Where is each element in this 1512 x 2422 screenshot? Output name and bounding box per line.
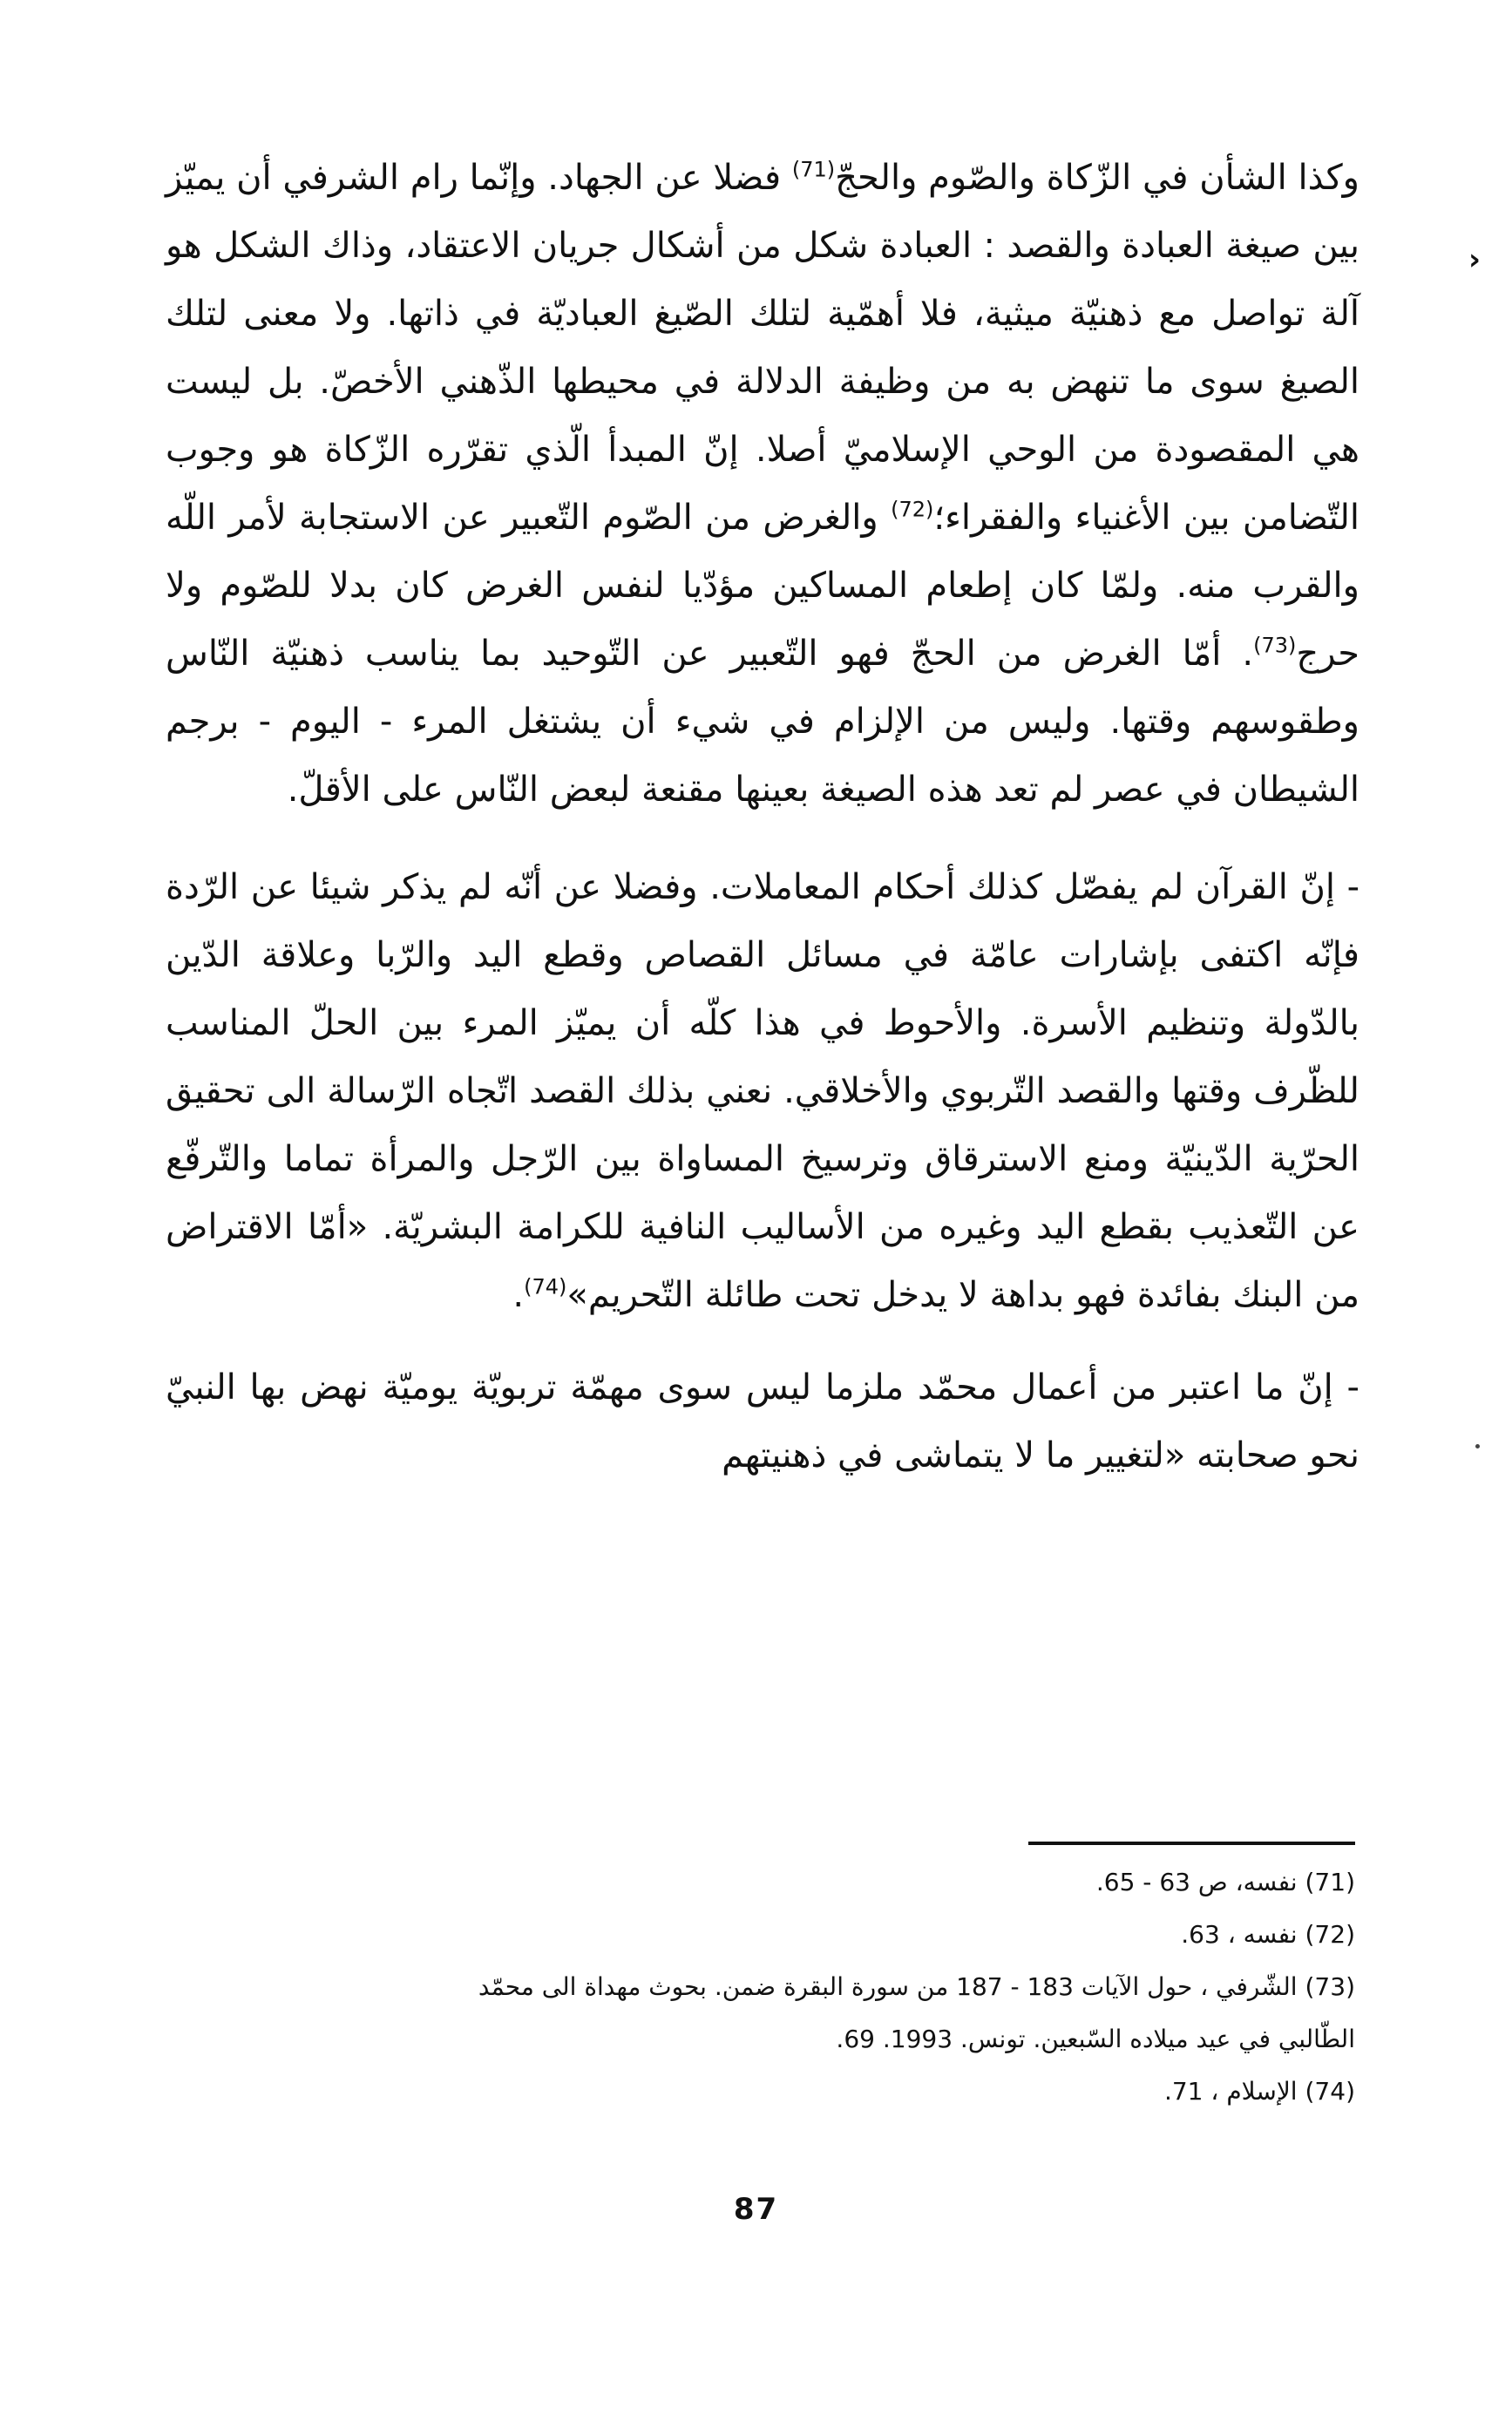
margin-mark: › [1468, 242, 1481, 277]
paragraph-text: وكذا الشأن في الزّكاة والصّوم والحجّ [835, 158, 1359, 198]
page-number: 87 [733, 2192, 779, 2227]
footnote-ref-71: (71) [791, 157, 836, 182]
body-text [166, 144, 1359, 1516]
paragraph-text: والغرض من الصّوم التّعبير عن الاستجابة لأمر اللّه والقرب منه. ولمّا كان إطعام المساكين مؤدّيا لنفس الغرض كان بدلا للصّوم ولا حرج [166, 498, 1359, 674]
footnote-ref-74: (74) [524, 1274, 567, 1299]
paragraph-text: - إنّ القرآن لم يفصّل كذلك أحكام المعاملات. وفضلا عن أنّه لم يذكر شيئا عن الرّدة فإنّه اكتفى بإشارات عامّة في مسائل القصاص وقطع اليد والرّبا وعلاقة الدّين بالدّولة وتنظيم الأسرة. والأحوط في هذا كلّه أن يميّز المرء بين الحلّ المناسب للظّرف وقتها والقصد التّربوي والأخلاقي. نعني بذلك القصد اتّجاه الرّسالة الى تحقيق الحرّية الدّينيّة ومنع الاسترقاق وترسيخ المساواة بين الرّجل والمرأة تماما والتّرفّع عن التّعذيب بقطع اليد وغيره من الأساليب النافية للكرامة البشريّة. «أمّا الاقتراض من البنك بفائدة فهو بداهة لا يدخل تحت طائلة التّحريم» [166, 867, 1359, 1315]
footnote-73-continuation: الطّالبي في عيد ميلاده السّبعين. تونس. 1993. 69. [836, 2025, 1355, 2053]
paragraph-text: . أمّا الغرض من الحجّ فهو التّعبير عن التّوحيد بما يناسب ذهنيّة النّاس وطقوسهم وقتها. وليس من الإلزام في شيء أن يشتغل المرء - اليوم - برجم الشيطان في عصر لم تعد هذه الصيغة بعينها مقنعة لبعض النّاس على الأقلّ. [166, 634, 1359, 810]
footnote-separator [1028, 1842, 1355, 1845]
footnote-73: (73) الشّرفي ، حول الآيات 183 - 187 من سورة البقرة ضمن. بحوث مهداة الى محمّد [478, 1972, 1355, 2001]
footnote-71: (71) نفسه، ص 63 - 65. [1095, 1868, 1355, 1896]
paragraph-transactions [166, 853, 1359, 1329]
paragraph-text: - إنّ ما اعتبر من أعمال محمّد ملزما ليس سوى مهمّة تربويّة يوميّة نهض بها النبيّ نحو صحابته «لتغيير ما لا يتماشى في ذهنيتهم [166, 1367, 1359, 1476]
footnote-ref-72: (72) [891, 497, 934, 522]
footnote-ref-73: (73) [1253, 633, 1297, 658]
footnote-72: (72) نفسه ، 63. [1181, 1920, 1355, 1949]
paragraph-text: فضلا عن الجهاد. وإنّما رام الشرفي أن يميّز بين صيغة العبادة والقصد : العبادة شكل من أشكال جريان الاعتقاد، وذاك الشكل هو آلة تواصل مع ذهنيّة ميثية، فلا أهمّية لتلك الصّيغ العباديّة في ذاتها. ولا معنى لتلك الصيغ سوى ما تنهض به من وظيفة الدلالة في محيطها الذّهني الأخصّ. بل ليست هي المقصودة من الوحي الإسلاميّ أصلا. إنّ المبدأ الّذي تقرّره الزّكاة هو وجوب التّضامن بين الأغنياء والفقراء؛ [166, 158, 1359, 538]
footnotes [166, 1856, 1355, 2118]
footnote-74: (74) الإسلام ، 71. [1163, 2077, 1355, 2106]
margin-speck [1475, 1444, 1480, 1448]
paragraph-text: . [512, 1275, 525, 1315]
paragraph-prophet-actions [166, 1353, 1359, 1489]
paragraph-worship-forms [166, 144, 1359, 824]
